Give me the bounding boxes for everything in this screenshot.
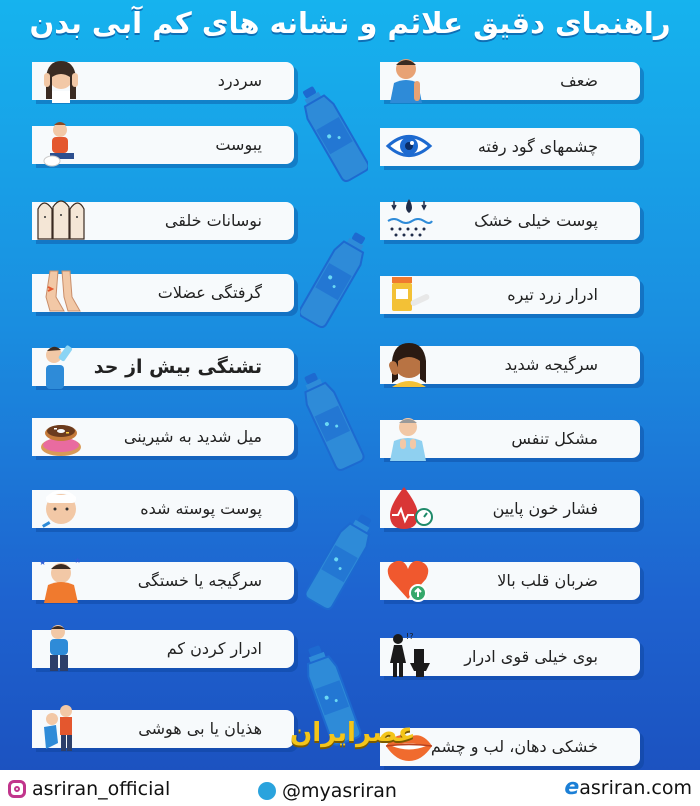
symptom-card-breathing — [380, 420, 640, 458]
dizzy-tired-icon — [36, 555, 86, 605]
water-bottle-icon — [300, 224, 370, 334]
eye-icon — [384, 121, 434, 171]
symptom-label: نوسانات خلقی — [164, 211, 262, 230]
symptom-card-less-urination — [32, 630, 294, 668]
symptom-card-strong-urine-smell — [380, 632, 640, 676]
symptom-card-severe-dizziness — [380, 346, 640, 384]
symptom-card-mood-swings — [32, 202, 294, 240]
urine-sample-icon — [384, 269, 434, 319]
symptom-card-high-heart-rate — [380, 562, 640, 600]
strong-urine-smell-icon — [384, 631, 434, 681]
svg-text:★: ★ — [74, 556, 82, 565]
symptom-label: پوست پوسته شده — [140, 499, 262, 518]
symptom-label: ضعف — [560, 71, 598, 90]
symptom-label: گرفتگی عضلات — [157, 283, 262, 302]
footer — [0, 770, 700, 806]
svg-text:!?: !? — [406, 632, 414, 641]
symptom-label: سردرد — [217, 71, 262, 90]
urinate-less-icon — [36, 623, 86, 673]
breathing-problem-icon — [384, 413, 434, 463]
telegram-text: @myasriran — [282, 780, 397, 802]
symptom-card-sunken-eyes — [380, 128, 640, 166]
svg-text:★: ★ — [39, 558, 47, 567]
symptom-card-headache — [32, 62, 294, 100]
symptom-card-low-blood-pressure — [380, 490, 640, 528]
symptom-label: فشار خون پایین — [492, 499, 598, 518]
telegram-icon — [258, 782, 276, 800]
website-link[interactable] — [564, 775, 692, 800]
symptom-card-constipation — [32, 126, 294, 164]
skin-peeling-icon — [36, 483, 86, 533]
symptom-card-delirium — [32, 710, 294, 748]
brand-logo: عصرایران — [290, 718, 416, 748]
symptom-card-muscle-cramp — [32, 274, 294, 312]
site-logo-icon: e — [564, 775, 580, 800]
symptom-label: چشمهای گود رفته — [477, 137, 598, 156]
symptom-label: ضربان قلب بالا — [497, 571, 598, 590]
high-heart-rate-icon — [384, 555, 434, 605]
symptom-card-thirst — [32, 348, 294, 386]
low-blood-pressure-icon — [384, 483, 434, 533]
symptom-label: هذیان یا بی هوشی — [138, 719, 262, 738]
symptom-label: خشکی دهان، لب و چشم — [430, 737, 598, 756]
symptom-card-dark-urine — [380, 276, 640, 314]
mood-swings-icon — [36, 195, 86, 245]
symptom-label: سرگیجه شدید — [504, 355, 598, 374]
instagram-handle[interactable] — [8, 778, 170, 800]
symptom-label: میل شدید به شیرینی — [123, 427, 262, 446]
symptom-label: سرگیجه یا خستگی — [137, 571, 262, 590]
page-title: راهنمای دقیق علائم و نشانه های کم آبی بدن — [29, 6, 671, 40]
telegram-handle[interactable] — [258, 780, 397, 802]
water-bottle-icon — [298, 78, 368, 188]
drinking-water-icon — [36, 341, 86, 391]
donuts-icon — [36, 411, 86, 461]
constipation-icon — [36, 119, 86, 169]
symptom-card-weakness — [380, 62, 640, 100]
symptom-card-dizzy-tired — [32, 556, 294, 600]
water-bottle-icon — [296, 366, 366, 476]
symptom-card-peeling-skin — [32, 490, 294, 528]
instagram-text: asriran_official — [32, 778, 171, 800]
symptom-label: پوست خیلی خشک — [474, 211, 598, 230]
symptom-card-dry-skin — [380, 202, 640, 240]
symptom-label: یبوست — [215, 135, 262, 154]
water-bottle-icon — [306, 506, 376, 616]
headache-woman-icon — [36, 55, 86, 105]
fainting-icon — [36, 703, 86, 753]
symptom-label: ادرار کردن کم — [166, 639, 262, 658]
severe-dizziness-icon — [384, 339, 434, 389]
muscle-cramp-icon — [36, 267, 86, 317]
symptom-label: بوی خیلی قوی ادرار — [464, 647, 598, 666]
symptom-label: ادرار زرد تیره — [507, 285, 598, 304]
site-text: asriran.com — [579, 777, 692, 799]
symptom-label: تشنگی بیش از حد — [93, 356, 262, 378]
weak-man-icon — [384, 55, 434, 105]
instagram-icon — [8, 780, 26, 798]
symptom-card-dry-mouth — [380, 728, 640, 766]
dry-skin-icon — [384, 195, 434, 245]
symptom-label: مشکل تنفس — [511, 429, 598, 448]
symptom-card-sugar-craving — [32, 418, 294, 456]
